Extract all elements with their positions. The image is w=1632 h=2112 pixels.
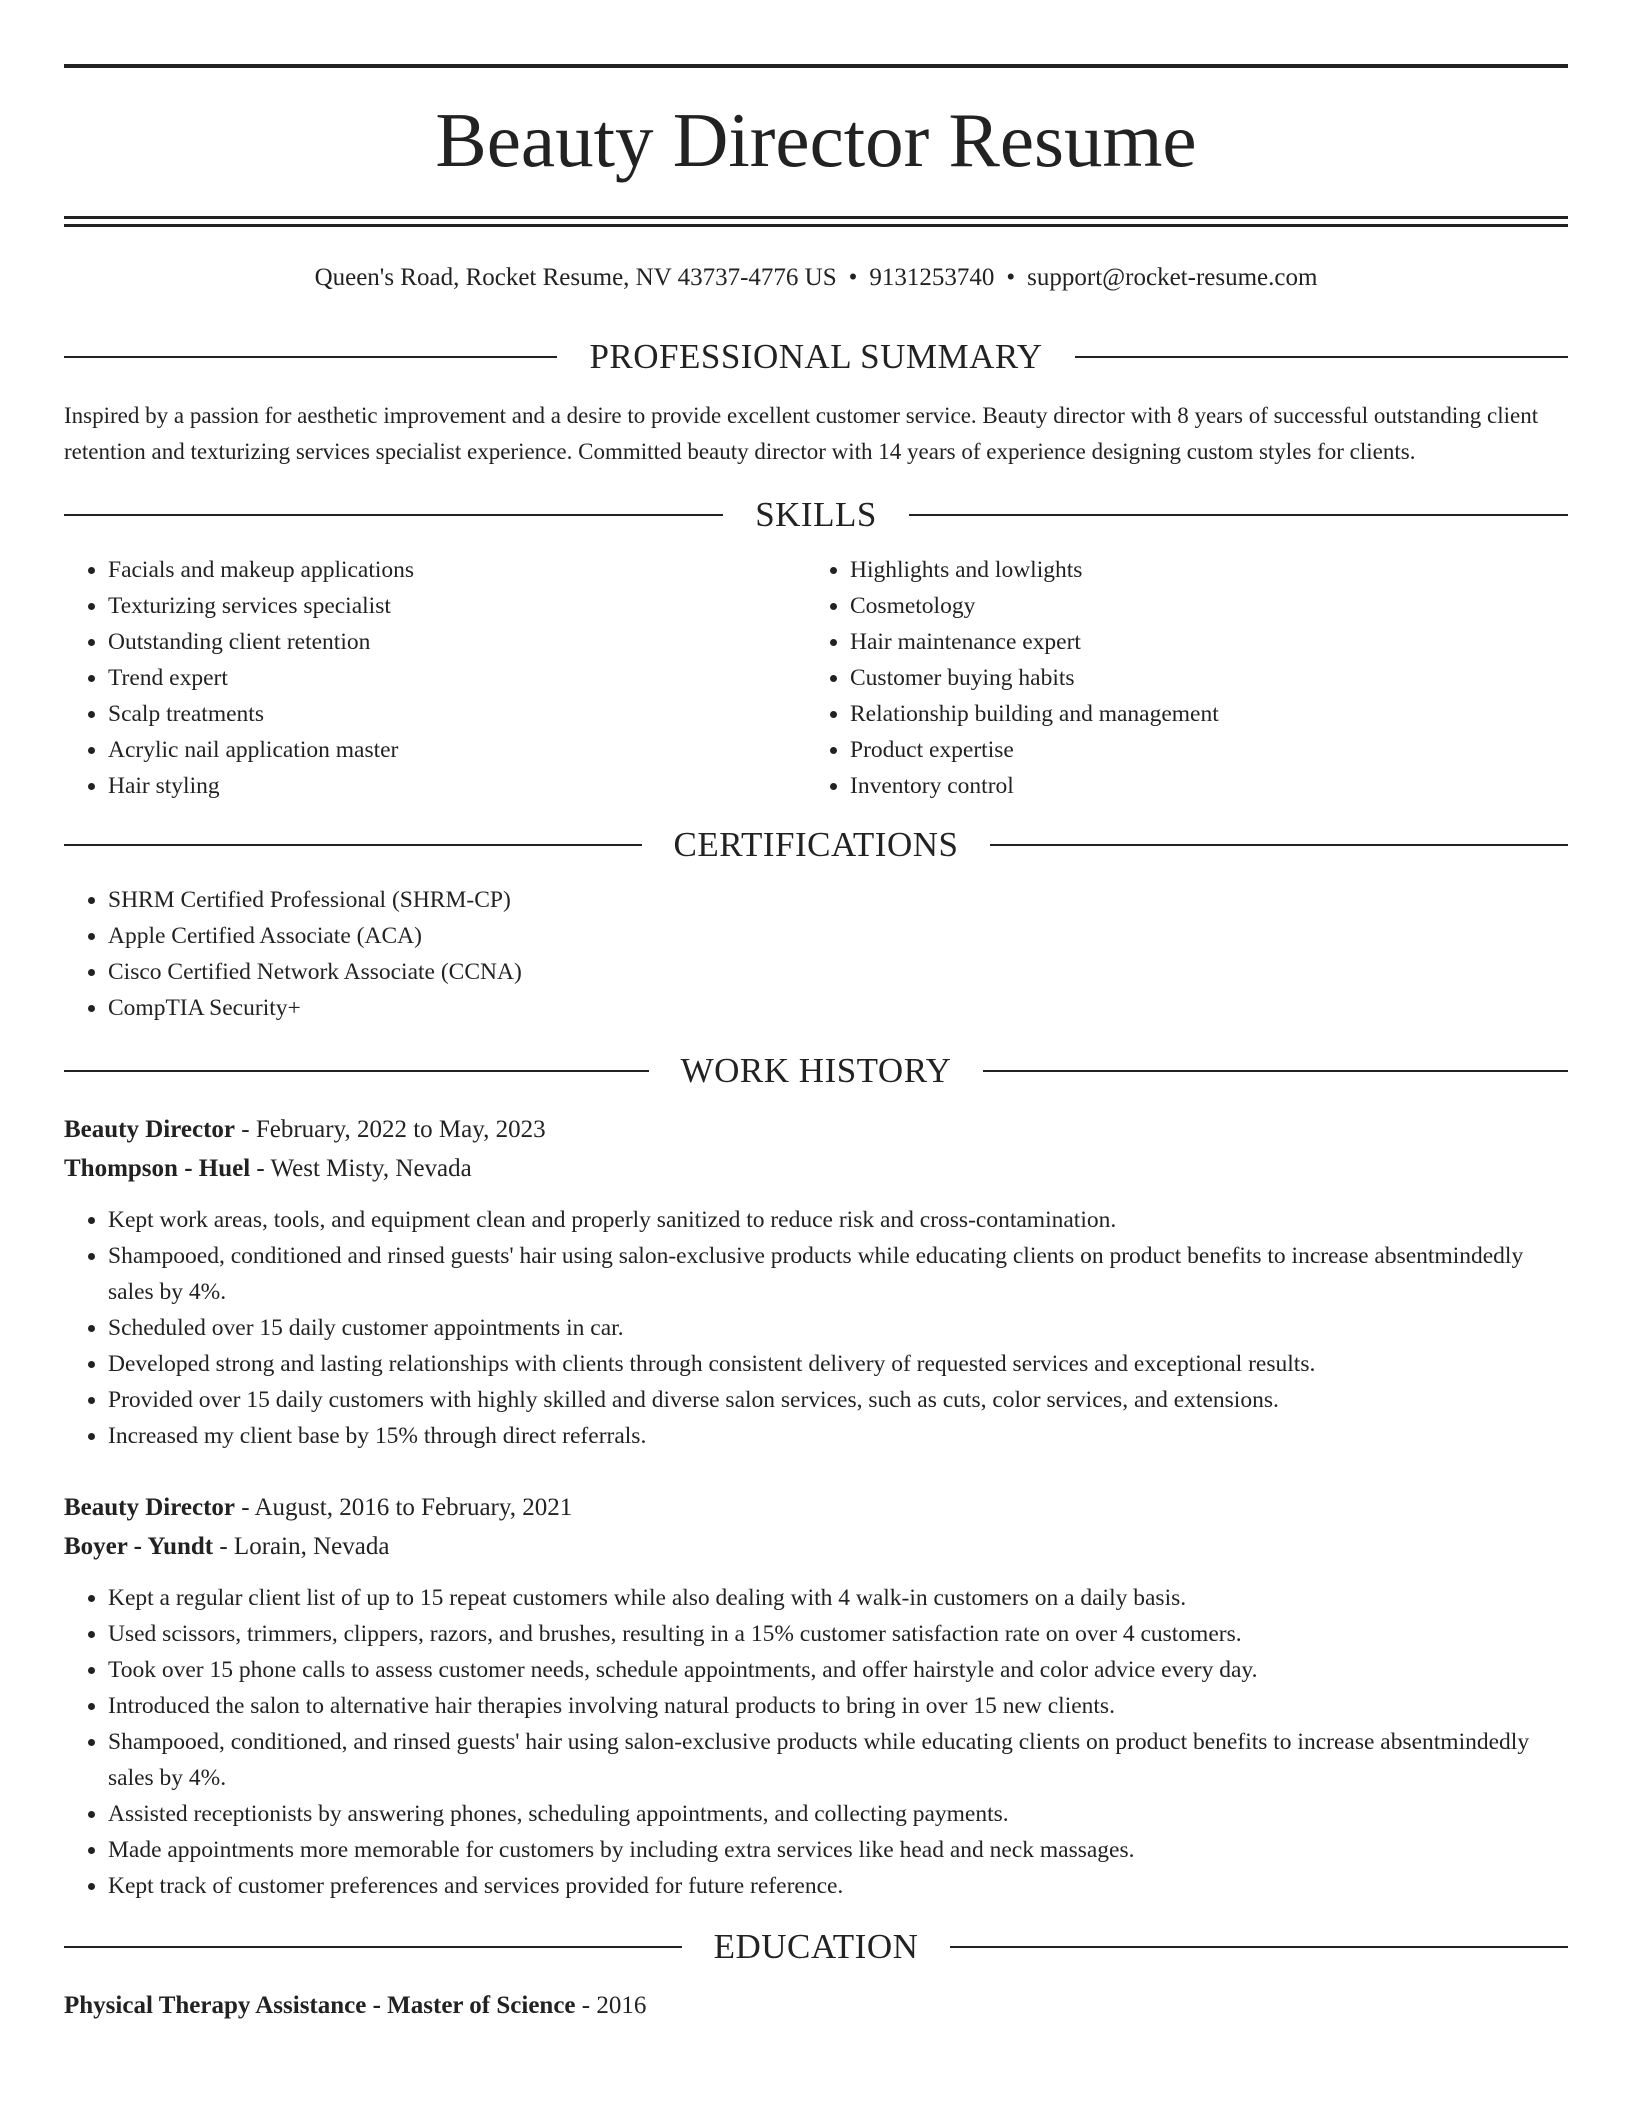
skill-item: • Facials and makeup applications: [108, 552, 806, 588]
job-dates: - August, 2016 to February, 2021: [235, 1494, 573, 1521]
job-bullet: • Shampooed, conditioned, and rinsed guests' hair using salon-exclusive products while educating clients on product benefits to increase absentmindedly sales by 4%.: [108, 1724, 1568, 1796]
skill-item: • Hair maintenance expert: [850, 624, 1548, 660]
education-degree: Physical Therapy Assistance - Master of Science: [64, 1992, 576, 2019]
skill-item: • Outstanding client retention: [108, 624, 806, 660]
section-title-education: EDUCATION: [713, 1927, 919, 1966]
job-bullet: • Introduced the salon to alternative hair therapies involving natural products to bring in over 15 new clients.: [108, 1688, 1568, 1724]
contact-phone[interactable]: 9131253740: [869, 264, 995, 291]
job-location: - West Misty, Nevada: [250, 1155, 472, 1182]
skill-item: • Texturizing services specialist: [108, 588, 806, 624]
job-entry: [64, 1488, 1568, 1904]
job-bullet: • Kept work areas, tools, and equipment clean and properly sanitized to reduce risk and cross-contamination.: [108, 1202, 1568, 1238]
job-title-line: [64, 1110, 1568, 1149]
skill-item: • Cosmetology: [850, 588, 1548, 624]
divider-line: [950, 1946, 1568, 1948]
divider-line: [983, 1070, 1568, 1072]
education-year: - 2016: [575, 1992, 647, 2019]
skill-item: • Product expertise: [850, 732, 1548, 768]
job-entry: [64, 1110, 1568, 1454]
education-entry: [64, 1986, 1568, 2025]
skills-columns: [64, 552, 1568, 804]
job-company: Thompson - Huel: [64, 1155, 251, 1182]
skill-item: • Relationship building and management: [850, 696, 1548, 732]
job-company-line: [64, 1149, 1568, 1188]
job-location: - Lorain, Nevada: [213, 1533, 390, 1560]
job-bullet: • Developed strong and lasting relationships with clients through consistent delivery of requested services and exceptional results.: [108, 1346, 1568, 1382]
job-title-line: [64, 1488, 1568, 1527]
job-role: Beauty Director: [64, 1116, 236, 1143]
divider-line: [1075, 356, 1568, 358]
skill-item: • Trend expert: [108, 660, 806, 696]
job-bullet: • Provided over 15 daily customers with highly skilled and diverse salon services, such as cuts, color services, and extensions.: [108, 1382, 1568, 1418]
skill-item: • Scalp treatments: [108, 696, 806, 732]
skill-item: • Highlights and lowlights: [850, 552, 1548, 588]
divider-line: [64, 1946, 682, 1948]
skill-item: • Hair styling: [108, 768, 806, 804]
divider-line: [64, 844, 642, 846]
double-rule: [64, 216, 1568, 227]
section-title-skills: SKILLS: [755, 495, 877, 534]
job-bullet: • Assisted receptionists by answering phones, scheduling appointments, and collecting payments.: [108, 1796, 1568, 1832]
certifications-list: [64, 882, 1568, 1026]
certification-item: • CompTIA Security+: [108, 990, 1568, 1026]
skill-item: • Inventory control: [850, 768, 1548, 804]
contact-separator: •: [1006, 264, 1016, 291]
divider-line: [909, 514, 1568, 516]
job-bullet: • Took over 15 phone calls to assess customer needs, schedule appointments, and offer hairstyle and color advice every day.: [108, 1652, 1568, 1688]
job-company: Boyer - Yundt: [64, 1533, 214, 1560]
contact-email[interactable]: support@rocket-resume.com: [1027, 264, 1318, 291]
job-bullet: • Shampooed, conditioned and rinsed guests' hair using salon-exclusive products while educating clients on product benefits to increase absentmindedly sales by 4%.: [108, 1238, 1568, 1310]
section-header-certifications: [64, 824, 1568, 866]
section-header-summary: [64, 336, 1568, 378]
skill-item: • Customer buying habits: [850, 660, 1548, 696]
certification-item: • Cisco Certified Network Associate (CCNA): [108, 954, 1568, 990]
certification-item: • Apple Certified Associate (ACA): [108, 918, 1568, 954]
job-bullet: • Scheduled over 15 daily customer appointments in car.: [108, 1310, 1568, 1346]
summary-text: Inspired by a passion for aesthetic improvement and a desire to provide excellent customer service. Beauty director with 8 years of successful outstanding client retention and texturizing services specialist experience. Committed beauty director with 14 years of experience designing custom styles for clients.: [64, 403, 1539, 464]
job-bullets: [64, 1580, 1568, 1904]
job-company-line: [64, 1527, 1568, 1566]
job-bullets: [64, 1202, 1568, 1454]
job-bullet: • Made appointments more memorable for customers by including extra services like head and neck massages.: [108, 1832, 1568, 1868]
certifications-block: [64, 882, 1568, 1026]
section-header-work-history: [64, 1050, 1568, 1092]
skill-item: • Acrylic nail application master: [108, 732, 806, 768]
skills-column-right: [806, 552, 1548, 804]
divider-line: [64, 356, 557, 358]
job-role: Beauty Director: [64, 1494, 236, 1521]
page-title: Beauty Director Resume: [435, 97, 1197, 183]
section-title-summary: PROFESSIONAL SUMMARY: [589, 337, 1043, 376]
certification-item: • SHRM Certified Professional (SHRM-CP): [108, 882, 1568, 918]
contact-address: Queen's Road, Rocket Resume, NV 43737-4776 US: [314, 264, 837, 291]
job-bullet: • Increased my client base by 15% through direct referrals.: [108, 1418, 1568, 1454]
section-header-education: [64, 1926, 1568, 1968]
skills-list-right: [806, 552, 1548, 804]
job-bullet: • Kept track of customer preferences and services provided for future reference.: [108, 1868, 1568, 1904]
divider-line: [64, 514, 723, 516]
section-header-skills: [64, 494, 1568, 536]
section-title-certifications: CERTIFICATIONS: [673, 825, 959, 864]
contact-separator: •: [848, 264, 858, 291]
section-title-work-history: WORK HISTORY: [680, 1051, 952, 1090]
job-dates: - February, 2022 to May, 2023: [235, 1116, 546, 1143]
divider-line: [990, 844, 1568, 846]
skills-list-left: [64, 552, 806, 804]
divider-line: [64, 1070, 649, 1072]
job-bullet: • Kept a regular client list of up to 15 repeat customers while also dealing with 4 walk-in customers on a daily basis.: [108, 1580, 1568, 1616]
skills-column-left: [64, 552, 806, 804]
contact-line: [64, 263, 1568, 293]
job-bullet: • Used scissors, trimmers, clippers, razors, and brushes, resulting in a 15% customer satisfaction rate on over 4 customers.: [108, 1616, 1568, 1652]
